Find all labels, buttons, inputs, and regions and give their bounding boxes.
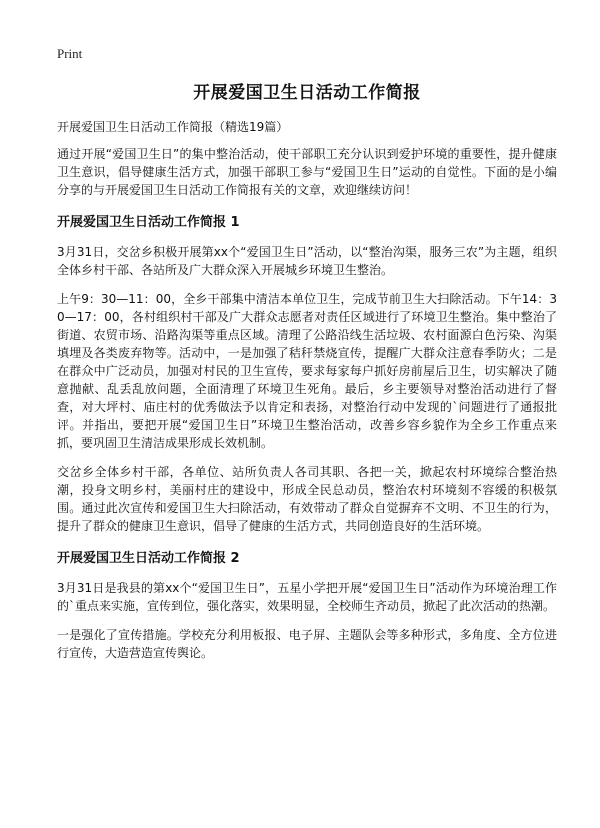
section-heading-2: 开展爱国卫生日活动工作简报 2	[57, 551, 240, 566]
section-1-paragraph-3: 交岔乡全体乡村干部，各单位、站所负责人各司其职、各把一关，掀起农村环境综合整治热潮，投身文明乡村，美丽村庄的建设中，形成全民总动员，整治农村环境刻不容缓的积极氛围。通过此次宣传和爱国卫生大扫除活动，有效带动了群众自觉摒弃不文明、不卫生的行为，提升了群众的健康卫生意识，倡导了健康的生活方式，共同创造良好的生活环境。	[57, 465, 557, 533]
page-title: 开展爱国卫生日活动工作简报	[193, 83, 421, 103]
section-1-paragraph-1: 3月31日，交岔乡积极开展第xx个“爱国卫生日”活动，以“整治沟渠，服务三农”为主题，组织全体乡村干部、各站所及广大群众深入开展城乡环境卫生整治。	[57, 245, 557, 277]
section-heading-1: 开展爱国卫生日活动工作简报 1	[57, 215, 240, 230]
document-body	[57, 78, 557, 673]
section-1-paragraph-2: 上午9：30—11：00，全乡干部集中清洁本单位卫生，完成节前卫生大扫除活动。下午14：30—17：00，各村组织村干部及广大群众志愿者对责任区域进行了环境卫生整治。集中整治了街道、农贸市场、沿路沟渠等重点区域。清理了公路沿线生活垃圾、农村面源白色污染、沟渠填埋及各类废弃物等。活动中，一是加强了秸秆禁烧宣传，提醒广大群众注意春季防火；二是在群众中广泛动员，加强对村民的卫生宣传，要求每家每户抓好房前屋后卫生，切实解决了随意抛献、乱丢乱放问题，全面清理了环境卫生死角。最后，乡主要领导对整治活动进行了督查，对大坪村、庙庄村的优秀做法予以肯定和表扬，对整治行动中发现的`问题进行了通报批评。并指出，要把开展“爱国卫生日”环境卫生整治活动，改善乡容乡貌作为全乡工作重点来抓，要巩固卫生清洁成果形成长效机制。	[57, 292, 557, 450]
intro-paragraph: 通过开展“爱国卫生日”的集中整治活动，使干部职工充分认识到爱护环境的重要性，提升健康卫生意识，倡导健康生活方式，加强干部职工参与“爱国卫生日”运动的自觉性。下面的是小编分享的与开展爱国卫生日活动工作简报有关的文章，欢迎继续访问！	[57, 147, 557, 197]
document-subtitle: 开展爱国卫生日活动工作简报（精选19篇）	[57, 120, 289, 134]
section-2-paragraph-1: 3月31日是我县的第xx个“爱国卫生日”，五星小学把开展“爱国卫生日”活动作为环境治理工作的`重点来实施，宣传到位，强化落实，效果明显，全校师生齐动员，掀起了此次活动的热潮。	[57, 581, 557, 613]
print-link[interactable]: Print	[57, 46, 83, 61]
section-2-paragraph-2: 一是强化了宣传措施。学校充分利用板报、电子屏、主题队会等多种形式，多角度、全方位进行宣传，大造营造宣传舆论。	[57, 628, 557, 660]
